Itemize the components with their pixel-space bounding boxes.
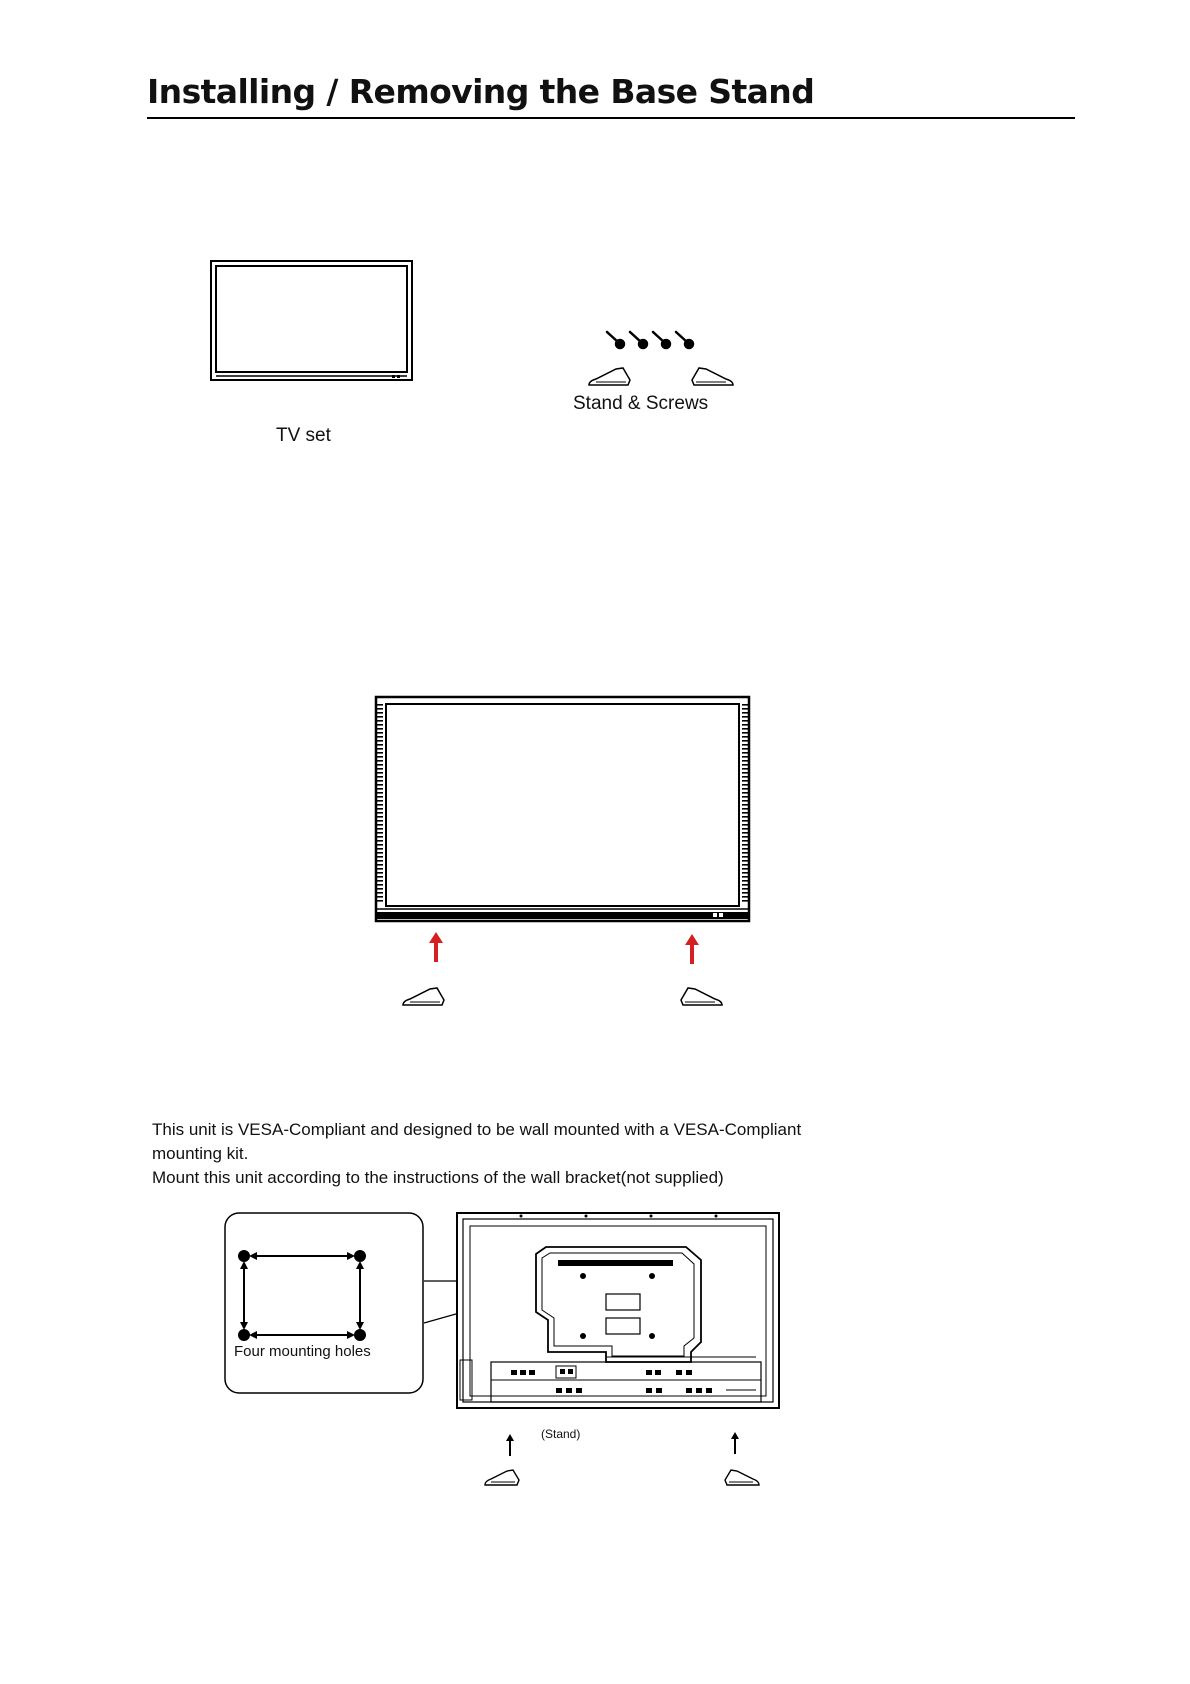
stand-label: (Stand) xyxy=(541,1427,581,1441)
tv-set-caption: TV set xyxy=(276,425,331,446)
tv-back-illustration xyxy=(456,1212,781,1410)
page-title: Installing / Removing the Base Stand xyxy=(147,72,815,111)
stand-screws-caption: Stand & Screws xyxy=(573,393,709,414)
arrow-up-left-black xyxy=(505,1434,515,1456)
stand-foot-rear-left-illustration xyxy=(482,1468,522,1488)
wall-mount-paragraph-line-2: mounting kit. xyxy=(152,1144,249,1163)
wall-mount-paragraph-line-1: This unit is VESA-Compliant and designed to be wall mounted with a VESA-Compliant xyxy=(152,1120,802,1139)
stand-foot-rear-right-illustration xyxy=(722,1468,762,1488)
mounting-holes-label: Four mounting holes xyxy=(234,1343,371,1360)
wall-mount-paragraph-line-3: Mount this unit according to the instructions of the wall bracket(not supplied) xyxy=(152,1168,724,1187)
arrow-up-right-black xyxy=(730,1432,740,1454)
